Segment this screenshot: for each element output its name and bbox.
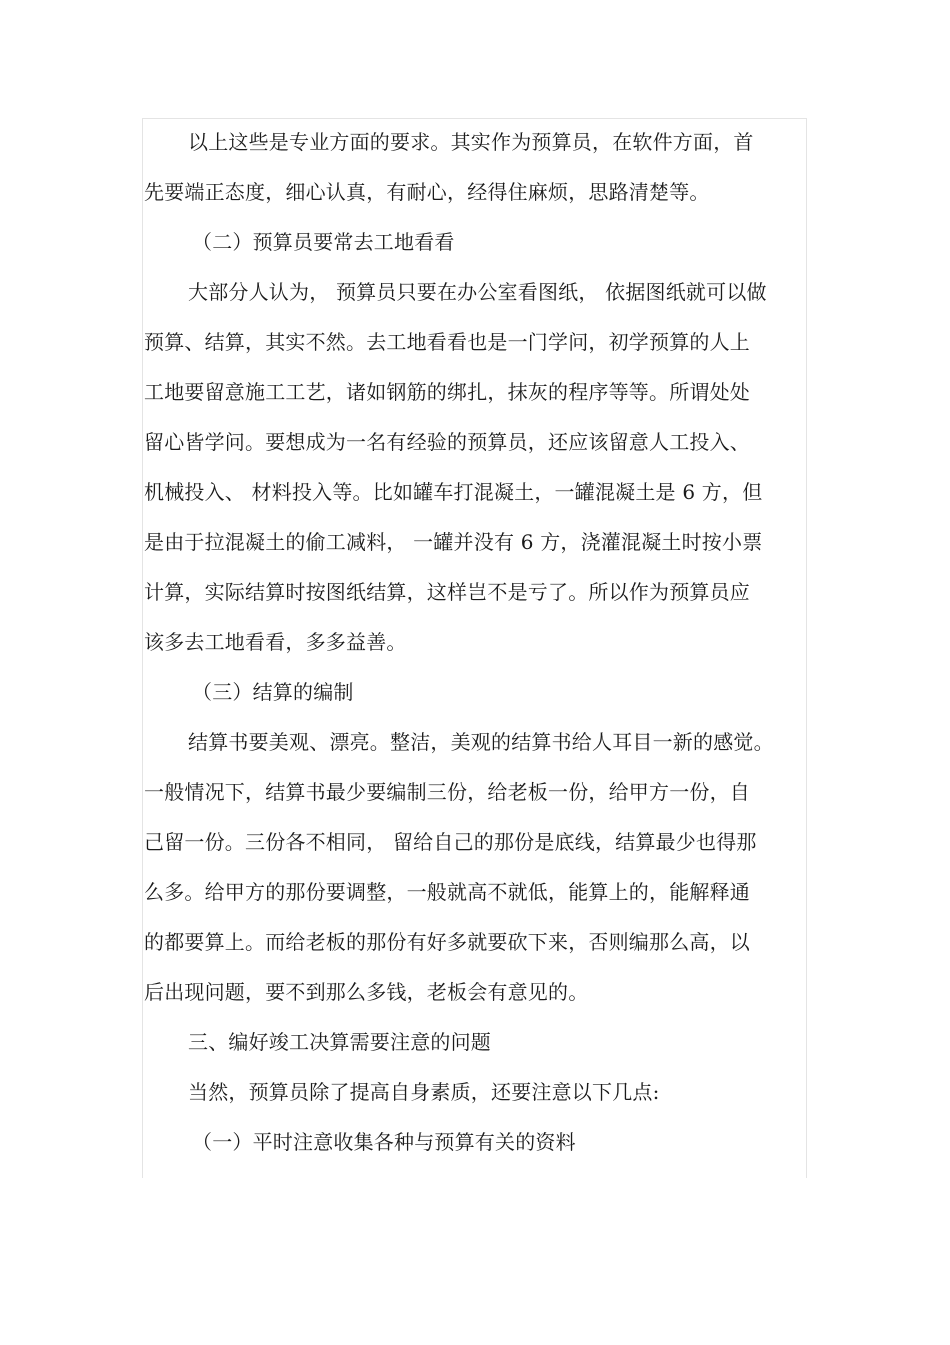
paragraph-line: 先要端正态度，细心认真，有耐心，经得住麻烦，思路清楚等。: [144, 180, 710, 204]
paragraph-line: 留心皆学问。要想成为一名有经验的预算员，还应该留意人工投入、: [144, 430, 750, 454]
section-heading: （三）结算的编制: [192, 680, 354, 704]
paragraph-line: 大部分人认为， 预算员只要在办公室看图纸， 依据图纸就可以做: [188, 280, 767, 304]
paragraph-line: 当然，预算员除了提高自身素质，还要注意以下几点:: [188, 1080, 660, 1104]
paragraph-line: 一般情况下，结算书最少要编制三份，给老板一份，给甲方一份，自: [144, 780, 750, 804]
paragraph-line: 己留一份。三份各不相同， 留给自己的那份是底线，结算最少也得那: [144, 830, 757, 854]
section-heading: （一）平时注意收集各种与预算有关的资料: [192, 1130, 576, 1154]
paragraph-line: 结算书要美观、漂亮。整洁，美观的结算书给人耳目一新的感觉。: [188, 730, 774, 754]
paragraph-line: 是由于拉混凝土的偷工减料， 一罐并没有 6 方，浇灌混凝土时按小票: [144, 530, 763, 554]
section-heading: 三、编好竣工决算需要注意的问题: [188, 1030, 491, 1054]
paragraph-line: 计算，实际结算时按图纸结算，这样岂不是亏了。所以作为预算员应: [144, 580, 750, 604]
paragraph-line: 的都要算上。而给老板的那份有好多就要砍下来，否则编那么高，以: [144, 930, 750, 954]
paragraph-line: 以上这些是专业方面的要求。其实作为预算员，在软件方面，首: [188, 130, 754, 154]
paragraph-line: 么多。给甲方的那份要调整，一般就高不就低，能算上的，能解释通: [144, 880, 750, 904]
paragraph-line: 机械投入、 材料投入等。比如罐车打混凝土，一罐混凝土是 6 方，但: [144, 480, 763, 504]
paragraph-line: 预算、结算，其实不然。去工地看看也是一门学问，初学预算的人上: [144, 330, 750, 354]
section-heading: （二）预算员要常去工地看看: [192, 230, 455, 254]
paragraph-line: 后出现问题，要不到那么多钱，老板会有意见的。: [144, 980, 589, 1004]
paragraph-line: 工地要留意施工工艺，诸如钢筋的绑扎，抹灰的程序等等。所谓处处: [144, 380, 750, 404]
paragraph-line: 该多去工地看看，多多益善。: [144, 630, 407, 654]
